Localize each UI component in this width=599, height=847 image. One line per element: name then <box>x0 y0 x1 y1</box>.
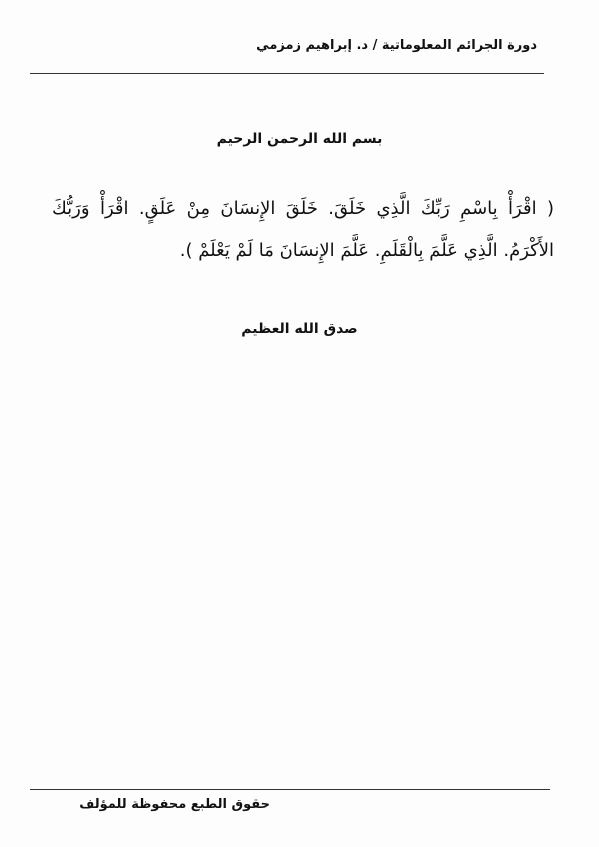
footer-copyright: حقوق الطبع محفوظة للمؤلف <box>79 797 270 812</box>
header-divider <box>30 73 544 74</box>
header-course-author: دورة الجرائم المعلوماتية / د. إبراهيم زمزمي <box>256 38 537 53</box>
quran-verse: ( اقْرَأْ بِاسْمِ رَبِّكَ الَّذِي خَلَقَ. خَلَقَ الإِنسَانَ مِنْ عَلَقٍ. اقْرَأْ وَرَبُّكَ الأَكْرَمُ. الَّذِي عَلَّمَ بِالْقَلَمِ. عَلَّمَ الإِنسَانَ مَا لَمْ يَعْلَمْ ). <box>52 198 554 261</box>
basmala-heading: بسم الله الرحمن الرحيم <box>216 131 383 147</box>
footer-divider <box>30 789 550 790</box>
closing-phrase: صدق الله العظيم <box>241 321 358 337</box>
